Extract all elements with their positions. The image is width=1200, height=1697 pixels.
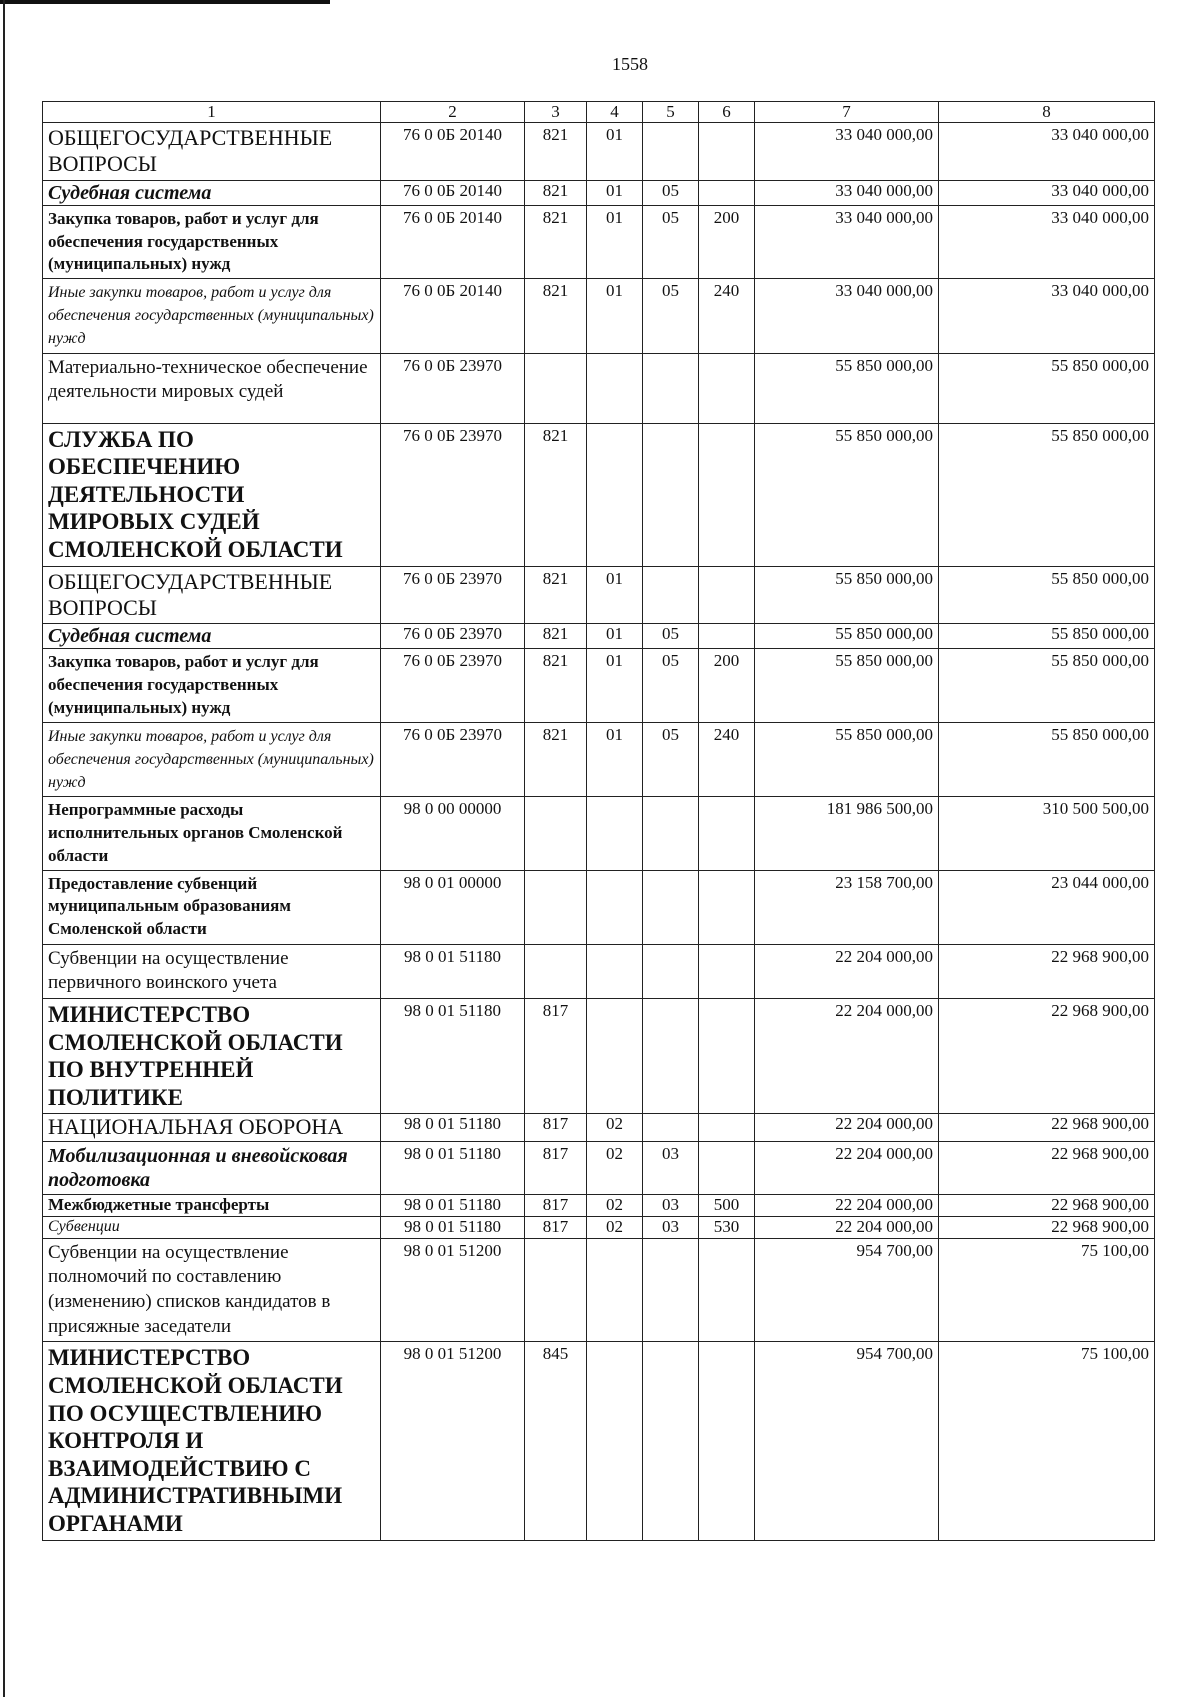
cell-target-code: 98 0 00 00000 — [381, 797, 525, 870]
cell-subsection: 05 — [643, 279, 699, 354]
cell-expense-type: 200 — [699, 205, 755, 278]
cell-section: 01 — [587, 722, 643, 797]
cell-expense-type — [699, 353, 755, 423]
cell-amount-year2: 33 040 000,00 — [939, 123, 1155, 181]
cell-amount-year2: 55 850 000,00 — [939, 624, 1155, 649]
cell-amount-year1: 22 204 000,00 — [755, 1141, 939, 1194]
row-name: Иные закупки товаров, работ и услуг для обеспечения государственных (муниципальных) нужд — [43, 722, 381, 797]
cell-target-code: 76 0 0Б 20140 — [381, 279, 525, 354]
table-row — [43, 998, 1155, 1113]
cell-expense-type — [699, 1342, 755, 1540]
table-row — [43, 353, 1155, 423]
cell-admin-code: 817 — [525, 1194, 587, 1216]
cell-section — [587, 353, 643, 423]
cell-expense-type — [699, 624, 755, 649]
cell-admin-code: 821 — [525, 423, 587, 566]
col-header: 2 — [381, 102, 525, 123]
cell-amount-year1: 954 700,00 — [755, 1342, 939, 1540]
row-name: Закупка товаров, работ и услуг для обеспечения государственных (муниципальных) нужд — [43, 649, 381, 722]
cell-section — [587, 944, 643, 998]
table-row — [43, 624, 1155, 649]
cell-target-code: 98 0 01 51180 — [381, 944, 525, 998]
cell-target-code: 98 0 01 51180 — [381, 998, 525, 1113]
cell-subsection: 05 — [643, 624, 699, 649]
cell-amount-year2: 22 968 900,00 — [939, 1141, 1155, 1194]
page-number: 1558 — [612, 54, 648, 74]
cell-target-code: 98 0 01 51180 — [381, 1141, 525, 1194]
row-name: Мобилизационная и вневойсковая подготовка — [43, 1141, 381, 1194]
cell-section: 01 — [587, 180, 643, 205]
cell-amount-year1: 55 850 000,00 — [755, 566, 939, 624]
cell-target-code: 76 0 0Б 20140 — [381, 205, 525, 278]
cell-admin-code: 817 — [525, 1141, 587, 1194]
cell-subsection — [643, 944, 699, 998]
cell-admin-code: 845 — [525, 1342, 587, 1540]
cell-admin-code: 821 — [525, 205, 587, 278]
cell-section: 01 — [587, 279, 643, 354]
cell-amount-year2: 23 044 000,00 — [939, 870, 1155, 944]
cell-amount-year1: 954 700,00 — [755, 1238, 939, 1342]
cell-admin-code: 821 — [525, 722, 587, 797]
table-row — [43, 123, 1155, 181]
cell-subsection — [643, 870, 699, 944]
cell-section: 01 — [587, 624, 643, 649]
cell-expense-type: 530 — [699, 1216, 755, 1238]
cell-expense-type — [699, 870, 755, 944]
cell-expense-type — [699, 566, 755, 624]
cell-admin-code: 821 — [525, 624, 587, 649]
cell-amount-year1: 55 850 000,00 — [755, 624, 939, 649]
table-row — [43, 205, 1155, 278]
scan-edge-top — [0, 0, 330, 4]
row-name: Судебная система — [43, 180, 381, 205]
cell-section: 01 — [587, 205, 643, 278]
cell-amount-year1: 181 986 500,00 — [755, 797, 939, 870]
cell-subsection — [643, 123, 699, 181]
table-row — [43, 797, 1155, 870]
cell-admin-code: 817 — [525, 998, 587, 1113]
row-name: Субвенции на осуществление первичного воинского учета — [43, 944, 381, 998]
cell-amount-year2: 310 500 500,00 — [939, 797, 1155, 870]
col-header: 3 — [525, 102, 587, 123]
table-row — [43, 870, 1155, 944]
cell-section — [587, 870, 643, 944]
cell-amount-year1: 22 204 000,00 — [755, 1194, 939, 1216]
cell-target-code: 76 0 0Б 23970 — [381, 722, 525, 797]
budget-table — [42, 101, 1155, 1541]
cell-target-code: 98 0 01 00000 — [381, 870, 525, 944]
cell-target-code: 98 0 01 51180 — [381, 1114, 525, 1141]
row-name: Непрограммные расходы исполнительных органов Смоленской области — [43, 797, 381, 870]
table-row — [43, 1216, 1155, 1238]
cell-amount-year2: 55 850 000,00 — [939, 423, 1155, 566]
table-row — [43, 944, 1155, 998]
cell-expense-type — [699, 1114, 755, 1141]
cell-section: 02 — [587, 1216, 643, 1238]
cell-amount-year1: 22 204 000,00 — [755, 1216, 939, 1238]
table-row — [43, 566, 1155, 624]
cell-section: 02 — [587, 1141, 643, 1194]
table-row — [43, 649, 1155, 722]
table-row — [43, 1194, 1155, 1216]
cell-target-code: 98 0 01 51200 — [381, 1342, 525, 1540]
cell-amount-year2: 55 850 000,00 — [939, 649, 1155, 722]
cell-subsection: 05 — [643, 205, 699, 278]
cell-section — [587, 1238, 643, 1342]
row-name: Иные закупки товаров, работ и услуг для обеспечения государственных (муниципальных) нужд — [43, 279, 381, 354]
cell-amount-year1: 55 850 000,00 — [755, 649, 939, 722]
cell-amount-year1: 33 040 000,00 — [755, 279, 939, 354]
cell-section — [587, 998, 643, 1113]
cell-expense-type — [699, 944, 755, 998]
cell-subsection: 05 — [643, 649, 699, 722]
cell-subsection: 03 — [643, 1194, 699, 1216]
row-name: СЛУЖБА ПО ОБЕСПЕЧЕНИЮ ДЕЯТЕЛЬНОСТИ МИРОВЫХ СУДЕЙ СМОЛЕНСКОЙ ОБЛАСТИ — [43, 423, 381, 566]
cell-amount-year2: 22 968 900,00 — [939, 944, 1155, 998]
cell-subsection — [643, 1114, 699, 1141]
cell-subsection: 03 — [643, 1216, 699, 1238]
cell-subsection — [643, 1342, 699, 1540]
header-row — [43, 102, 1155, 123]
cell-admin-code: 817 — [525, 1114, 587, 1141]
cell-amount-year2: 55 850 000,00 — [939, 722, 1155, 797]
cell-admin-code: 821 — [525, 649, 587, 722]
cell-target-code: 76 0 0Б 23970 — [381, 649, 525, 722]
cell-subsection — [643, 998, 699, 1113]
cell-target-code: 76 0 0Б 23970 — [381, 423, 525, 566]
cell-section — [587, 797, 643, 870]
cell-admin-code — [525, 944, 587, 998]
table-row — [43, 1342, 1155, 1540]
cell-amount-year1: 33 040 000,00 — [755, 205, 939, 278]
row-name: ОБЩЕГОСУДАРСТВЕННЫЕ ВОПРОСЫ — [43, 566, 381, 624]
cell-amount-year1: 23 158 700,00 — [755, 870, 939, 944]
cell-admin-code: 821 — [525, 123, 587, 181]
cell-subsection — [643, 566, 699, 624]
row-name: ОБЩЕГОСУДАРСТВЕННЫЕ ВОПРОСЫ — [43, 123, 381, 181]
cell-subsection: 05 — [643, 722, 699, 797]
cell-admin-code — [525, 797, 587, 870]
cell-amount-year2: 22 968 900,00 — [939, 1216, 1155, 1238]
cell-expense-type: 500 — [699, 1194, 755, 1216]
col-header: 6 — [699, 102, 755, 123]
cell-expense-type — [699, 123, 755, 181]
cell-section: 02 — [587, 1194, 643, 1216]
cell-admin-code — [525, 870, 587, 944]
cell-target-code: 76 0 0Б 23970 — [381, 624, 525, 649]
cell-amount-year2: 22 968 900,00 — [939, 998, 1155, 1113]
cell-amount-year2: 55 850 000,00 — [939, 566, 1155, 624]
cell-amount-year1: 55 850 000,00 — [755, 423, 939, 566]
row-name: Закупка товаров, работ и услуг для обеспечения государственных (муниципальных) нужд — [43, 205, 381, 278]
row-name: Субвенции — [43, 1216, 381, 1238]
cell-amount-year2: 75 100,00 — [939, 1342, 1155, 1540]
cell-amount-year2: 55 850 000,00 — [939, 353, 1155, 423]
cell-amount-year2: 33 040 000,00 — [939, 180, 1155, 205]
row-name: Материально-техническое обеспечение деятельности мировых судей — [43, 353, 381, 423]
row-name: Межбюджетные трансферты — [43, 1194, 381, 1216]
row-name: НАЦИОНАЛЬНАЯ ОБОРОНА — [43, 1114, 381, 1141]
cell-expense-type: 200 — [699, 649, 755, 722]
cell-target-code: 76 0 0Б 23970 — [381, 353, 525, 423]
table-row — [43, 1141, 1155, 1194]
cell-admin-code: 821 — [525, 566, 587, 624]
cell-target-code: 98 0 01 51180 — [381, 1216, 525, 1238]
cell-admin-code: 821 — [525, 180, 587, 205]
cell-expense-type — [699, 797, 755, 870]
col-header: 8 — [939, 102, 1155, 123]
cell-amount-year2: 22 968 900,00 — [939, 1114, 1155, 1141]
row-name: Судебная система — [43, 624, 381, 649]
cell-section — [587, 1342, 643, 1540]
row-name: МИНИСТЕРСТВО СМОЛЕНСКОЙ ОБЛАСТИ ПО ОСУЩЕСТВЛЕНИЮ КОНТРОЛЯ И ВЗАИМОДЕЙСТВИЮ С АДМИНИСТРАТИВНЫМИ ОРГАНАМИ — [43, 1342, 381, 1540]
cell-admin-code — [525, 353, 587, 423]
col-header: 7 — [755, 102, 939, 123]
cell-expense-type: 240 — [699, 279, 755, 354]
cell-expense-type — [699, 423, 755, 566]
cell-section: 02 — [587, 1114, 643, 1141]
cell-expense-type — [699, 1238, 755, 1342]
cell-section: 01 — [587, 649, 643, 722]
cell-amount-year1: 22 204 000,00 — [755, 998, 939, 1113]
cell-section: 01 — [587, 566, 643, 624]
cell-subsection — [643, 1238, 699, 1342]
cell-amount-year1: 55 850 000,00 — [755, 722, 939, 797]
cell-expense-type — [699, 180, 755, 205]
cell-target-code: 76 0 0Б 20140 — [381, 180, 525, 205]
table-row — [43, 180, 1155, 205]
cell-target-code: 76 0 0Б 20140 — [381, 123, 525, 181]
cell-amount-year1: 22 204 000,00 — [755, 944, 939, 998]
cell-section — [587, 423, 643, 566]
cell-amount-year2: 33 040 000,00 — [939, 205, 1155, 278]
cell-subsection — [643, 423, 699, 566]
cell-target-code: 98 0 01 51180 — [381, 1194, 525, 1216]
cell-expense-type: 240 — [699, 722, 755, 797]
table-row — [43, 1114, 1155, 1141]
scan-edge-left — [3, 0, 5, 1697]
cell-amount-year1: 33 040 000,00 — [755, 180, 939, 205]
cell-amount-year2: 22 968 900,00 — [939, 1194, 1155, 1216]
cell-subsection: 03 — [643, 1141, 699, 1194]
row-name: Субвенции на осуществление полномочий по составлению (изменению) списков кандидатов в присяжные заседатели — [43, 1238, 381, 1342]
cell-expense-type — [699, 998, 755, 1113]
cell-amount-year1: 22 204 000,00 — [755, 1114, 939, 1141]
col-header: 4 — [587, 102, 643, 123]
table-row — [43, 722, 1155, 797]
table-row — [43, 423, 1155, 566]
cell-section: 01 — [587, 123, 643, 181]
cell-subsection — [643, 797, 699, 870]
table-row — [43, 1238, 1155, 1342]
row-name: Предоставление субвенций муниципальным образованиям Смоленской области — [43, 870, 381, 944]
cell-target-code: 98 0 01 51200 — [381, 1238, 525, 1342]
cell-expense-type — [699, 1141, 755, 1194]
cell-amount-year1: 55 850 000,00 — [755, 353, 939, 423]
cell-amount-year2: 33 040 000,00 — [939, 279, 1155, 354]
table-row — [43, 279, 1155, 354]
col-header: 1 — [43, 102, 381, 123]
row-name: МИНИСТЕРСТВО СМОЛЕНСКОЙ ОБЛАСТИ ПО ВНУТРЕННЕЙ ПОЛИТИКЕ — [43, 998, 381, 1113]
cell-admin-code: 821 — [525, 279, 587, 354]
cell-admin-code: 817 — [525, 1216, 587, 1238]
cell-admin-code — [525, 1238, 587, 1342]
col-header: 5 — [643, 102, 699, 123]
cell-subsection — [643, 353, 699, 423]
cell-target-code: 76 0 0Б 23970 — [381, 566, 525, 624]
cell-amount-year1: 33 040 000,00 — [755, 123, 939, 181]
cell-amount-year2: 75 100,00 — [939, 1238, 1155, 1342]
cell-subsection: 05 — [643, 180, 699, 205]
